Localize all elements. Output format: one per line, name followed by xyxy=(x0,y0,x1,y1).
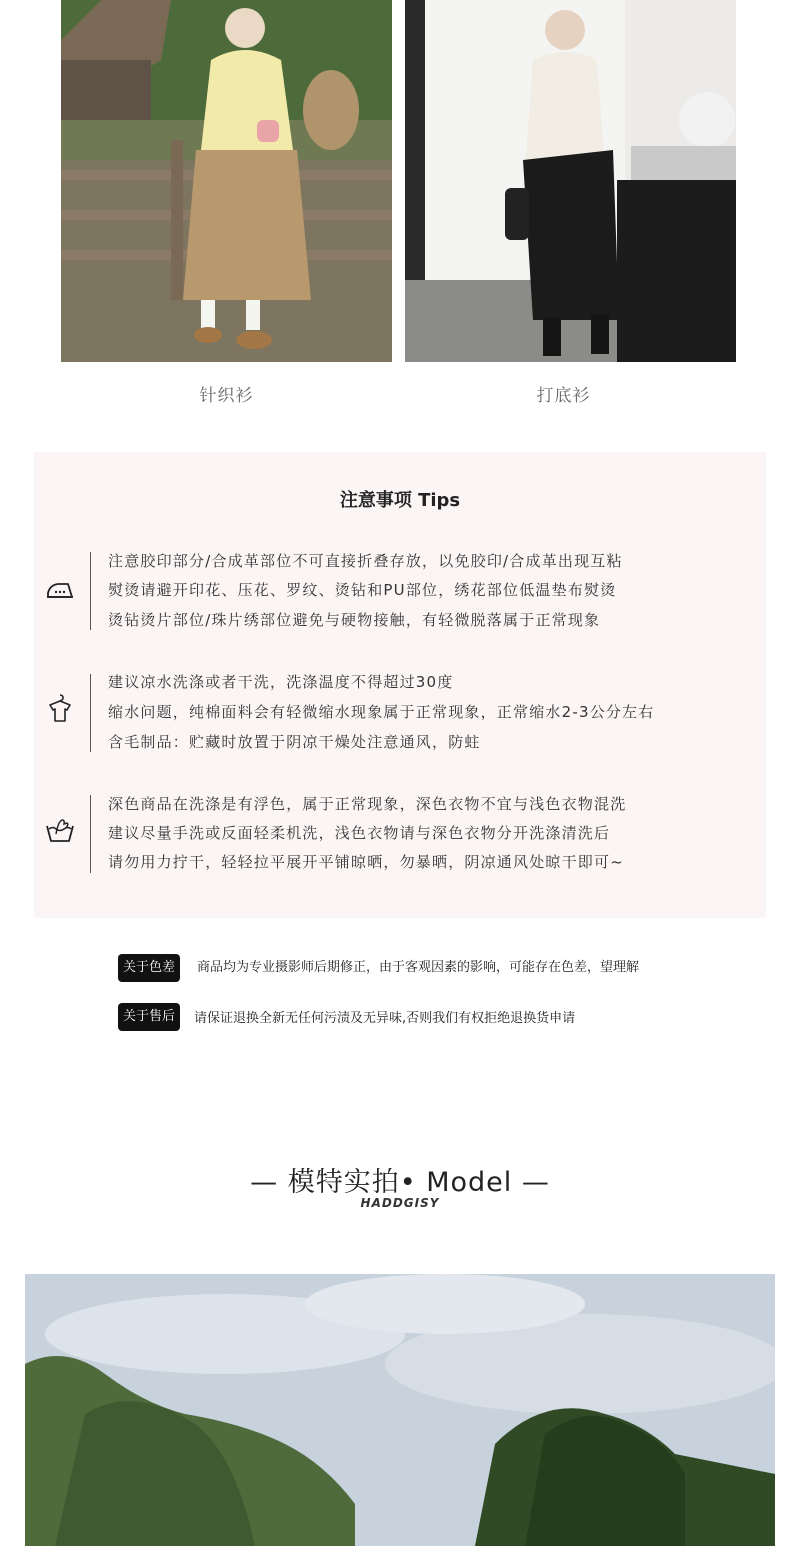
tip-divider xyxy=(90,795,91,873)
iron-icon xyxy=(44,573,76,605)
after-sales-text: 请保证退换全新无任何污渍及无异味,否则我们有权拒绝退换货申请 xyxy=(194,1011,576,1026)
tips-title: 注意事项 Tips xyxy=(339,490,461,511)
hanger-shirt-icon xyxy=(44,692,76,724)
tip-line: 缩水问题，纯棉面料会有轻微缩水现象属于正常现象，正常缩水2-3公分左右 xyxy=(108,703,655,721)
tip-line: 烫钻烫片部位/珠片绣部位避免与硬物接触，有轻微脱落属于正常现象 xyxy=(108,611,601,629)
color-difference-badge: 关于色差 xyxy=(118,954,180,982)
tip-line: 建议尽量手洗或反面轻柔机洗，浅色衣物请与深色衣物分开洗涤清洗后 xyxy=(108,824,611,842)
product-photo-knit-cardigan xyxy=(61,0,392,362)
hand-wash-icon xyxy=(44,814,76,846)
tip-line: 深色商品在洗涤是有浮色，属于正常现象，深色衣物不宜与浅色衣物混洗 xyxy=(108,795,627,813)
after-sales-badge: 关于售后 xyxy=(118,1003,180,1031)
tip-divider xyxy=(90,552,91,630)
color-difference-text: 商品均为专业摄影师后期修正，由于客观因素的影响，可能存在色差，望理解 xyxy=(197,960,640,975)
model-photo xyxy=(25,1274,775,1546)
tip-line: 注意胶印部分/合成革部位不可直接折叠存放，以免胶印/合成革出现互粘 xyxy=(108,552,623,570)
tip-line: 熨烫请避开印花、压花、罗纹、烫钻和PU部位，绣花部位低温垫布熨烫 xyxy=(108,581,617,599)
model-section-brand: HADDGISY xyxy=(360,1196,440,1210)
product-photo-base-shirt xyxy=(405,0,736,362)
tip-line: 含毛制品：贮藏时放置于阴凉干燥处注意通风，防蛀 xyxy=(108,733,481,751)
product-caption-base: 打底衫 xyxy=(536,386,591,406)
tip-divider xyxy=(90,674,91,752)
product-caption-knit: 针织衫 xyxy=(199,386,254,406)
model-section-heading: — 模特实拍• Model — xyxy=(250,1167,550,1198)
tip-line: 建议凉水洗涤或者干洗，洗涤温度不得超过30度 xyxy=(108,673,454,691)
tip-line: 请勿用力拧干，轻轻拉平展开平铺晾晒，勿暴晒，阴凉通风处晾干即可~ xyxy=(108,853,624,871)
